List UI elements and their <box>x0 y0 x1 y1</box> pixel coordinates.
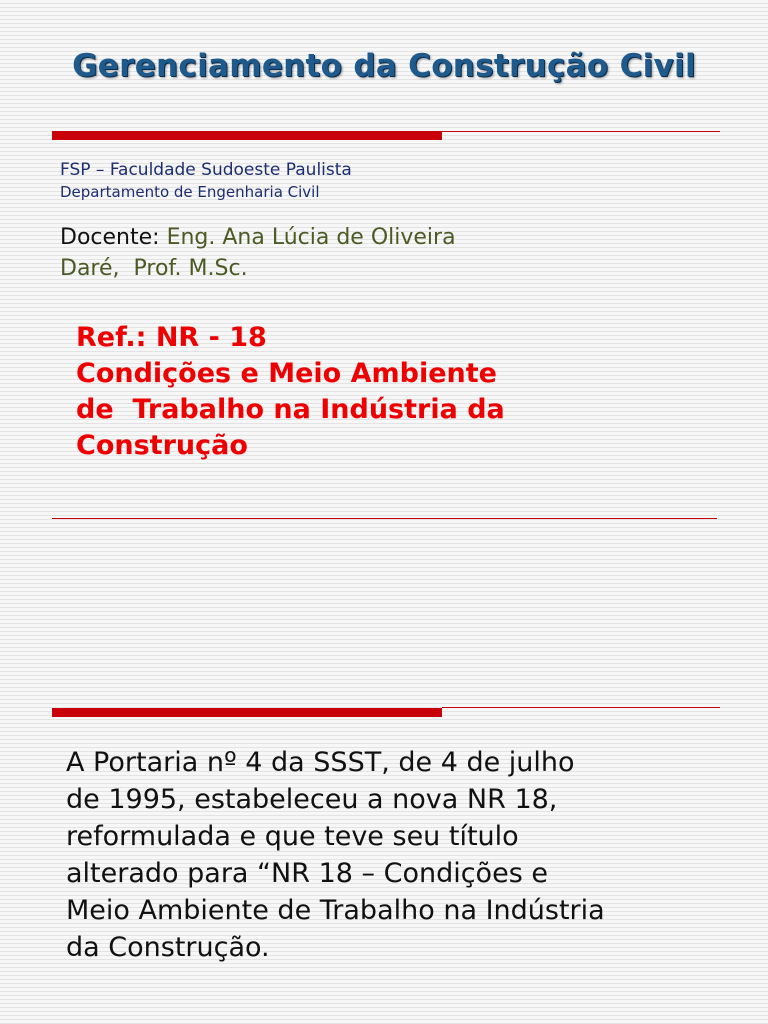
lower-divider-thick <box>52 708 442 717</box>
body-line: Meio Ambiente de Trabalho na Indústria <box>66 895 605 926</box>
reference-line: Condições e Meio Ambiente <box>76 358 497 389</box>
institution-name: FSP – Faculdade Sudoeste Paulista <box>60 160 352 180</box>
top-divider-thin <box>442 131 720 132</box>
reference-line: Ref.: NR - 18 <box>76 322 267 353</box>
slide-title: Gerenciamento da Construção Civil <box>72 48 696 84</box>
body-line: da Construção. <box>66 932 270 963</box>
department-name: Departamento de Engenharia Civil <box>60 183 320 201</box>
body-line: reformulada e que teve seu título <box>66 821 519 852</box>
reference-block <box>76 320 636 464</box>
docente-name-line1: Eng. Ana Lúcia de Oliveira <box>166 225 456 250</box>
body-paragraph <box>66 744 706 966</box>
reference-line: de Trabalho na Indústria da <box>76 394 505 425</box>
lower-divider-thin <box>442 707 720 708</box>
middle-divider <box>52 518 717 519</box>
body-line: alterado para “NR 18 – Condições e <box>66 858 548 889</box>
body-line: de 1995, estabeleceu a nova NR 18, <box>66 784 558 815</box>
docente-name-line2: Daré, Prof. M.Sc. <box>60 256 248 281</box>
reference-line: Construção <box>76 430 248 461</box>
top-divider-thick <box>52 131 442 140</box>
docente-label: Docente: <box>60 225 160 250</box>
body-line: A Portaria nº 4 da SSST, de 4 de julho <box>66 747 575 778</box>
docente-block <box>60 222 540 284</box>
